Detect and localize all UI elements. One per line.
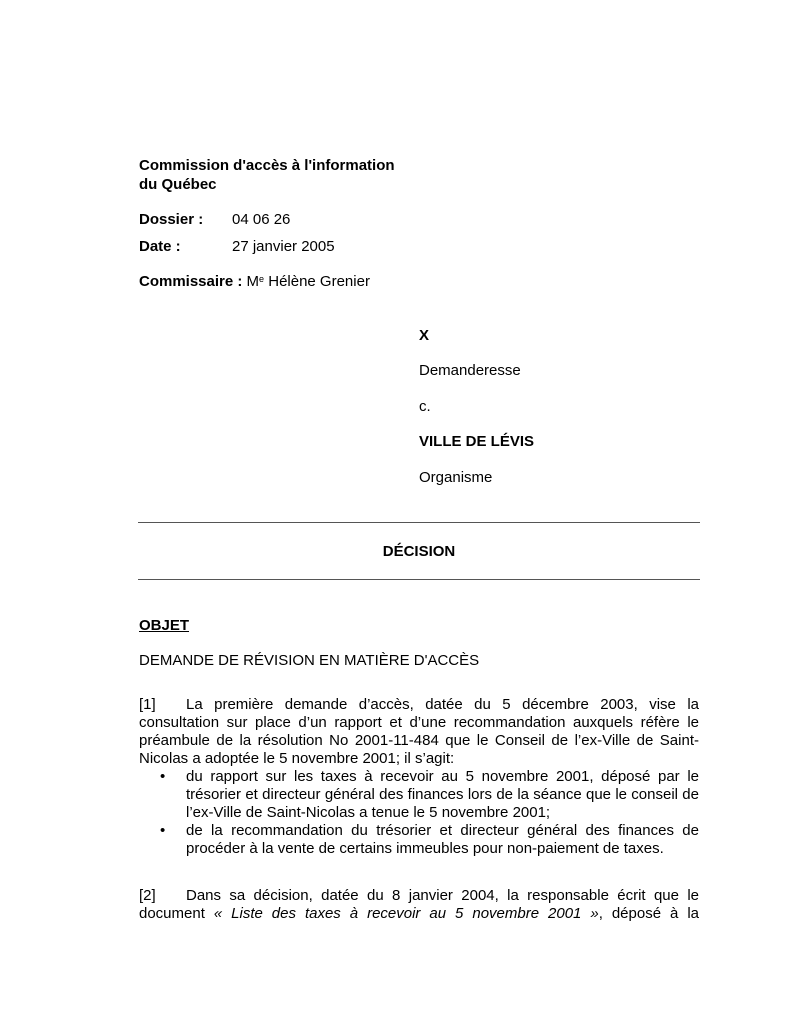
list-item-text: du rapport sur les taxes à recevoir au 5 novembre 2001, déposé par le trésorier et directeur général des finances lors de la séance que le conseil de l’ex-Ville de Saint-Nicolas a tenue le 5 novembre 2001;: [186, 768, 699, 821]
commissaire-line: [139, 273, 370, 291]
paragraph-2-text-end: , déposé à la: [598, 905, 699, 922]
bullet-icon: •: [160, 822, 166, 839]
organization-role: Organisme: [419, 469, 493, 486]
dossier-label: Dossier :: [139, 211, 204, 228]
paragraph-2: [139, 887, 699, 923]
list-item-text: de la recommandation du trésorier et directeur général des finances de procéder à la vente de certains immeubles pour non-paiement de taxes.: [186, 822, 699, 857]
top-divider: [138, 522, 700, 523]
bullet-icon: •: [160, 768, 166, 785]
list-item: [139, 822, 699, 858]
paragraph-1-number: [1]: [139, 696, 156, 713]
organization-name-line1: Commission d'accès à l'information: [139, 157, 395, 174]
paragraph-2-document-title: « Liste des taxes à recevoir au 5 novembre 2001 »: [213, 905, 599, 922]
organization-name-line2: du Québec: [139, 176, 217, 193]
organization-header: [139, 157, 395, 195]
date-value: 27 janvier 2005: [232, 238, 335, 255]
applicant-name: X: [419, 327, 430, 344]
dossier-value: 04 06 26: [232, 211, 291, 228]
paragraph-2-text-start: Dans sa décision, datée du 8 janvier 2004, la responsable écrit que le document: [139, 887, 699, 922]
decision-title: DÉCISION: [382, 543, 456, 560]
objet-subheading: DEMANDE DE RÉVISION EN MATIÈRE D'ACCÈS: [139, 652, 480, 669]
paragraph-2-number: [2]: [139, 887, 156, 904]
applicant-role: Demanderesse: [419, 362, 521, 379]
paragraph-2-body: [139, 887, 699, 923]
date-label: Date :: [139, 238, 181, 255]
paragraph-1-body: [139, 696, 699, 768]
commissaire-name: Hélène Grenier: [264, 273, 370, 290]
paragraph-1-text: La première demande d’accès, datée du 5 décembre 2003, vise la consultation sur place d’un rapport et d’une recommandation auxquels réfère le préambule de la résolution No 2001-11-484 que le Conseil de l’ex-Ville de Saint-Nicolas a adoptée le 5 novembre 2001; il s’agit:: [139, 696, 699, 767]
commissaire-superscript: e: [259, 274, 265, 284]
paragraph-1: [139, 696, 699, 858]
commissaire-prefix: M: [246, 273, 260, 290]
organization-party-name: VILLE DE LÉVIS: [419, 433, 535, 450]
commissaire-label: Commissaire :: [139, 273, 243, 290]
objet-heading: OBJET: [139, 617, 190, 634]
bottom-divider: [138, 579, 700, 580]
paragraph-1-list: [139, 768, 699, 858]
versus-label: c.: [419, 398, 431, 415]
list-item: [139, 768, 699, 822]
